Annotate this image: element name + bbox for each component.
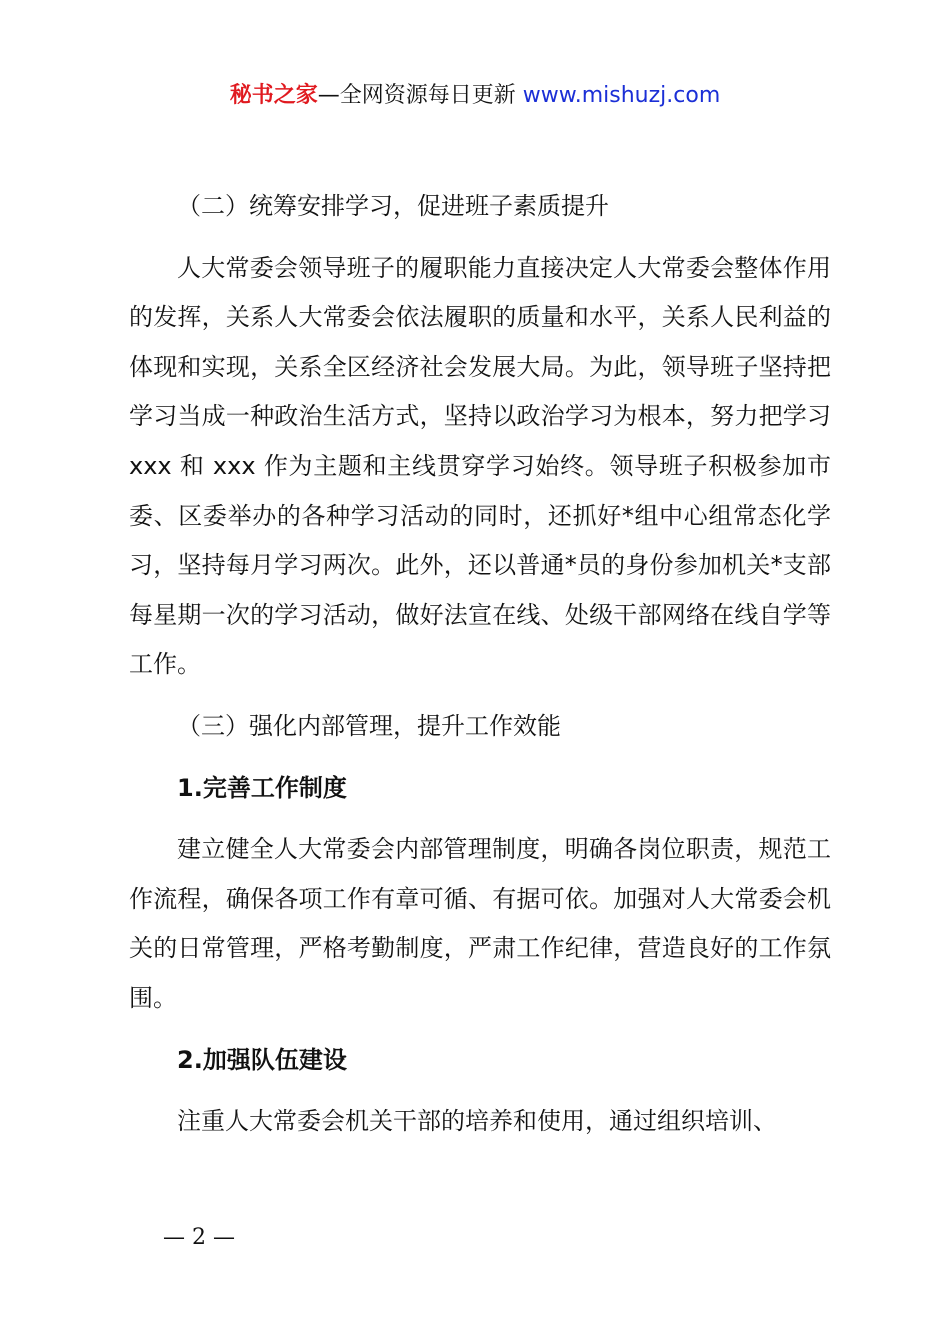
site-banner bbox=[0, 78, 950, 114]
subheading-team-building: 2.加强队伍建设 bbox=[177, 1045, 347, 1074]
paragraph-management: 建立健全人大常委会内部管理制度，明确各岗位职责，规范工作流程，确保各项工作有章可循、有据可依。加强对人大常委会机关的日常管理，严格考勤制度，严肃工作纪律，营造良好的工作氛围。 bbox=[129, 835, 831, 1012]
section-heading-2: （二）统筹安排学习，促进班子素质提升 bbox=[177, 192, 609, 220]
paragraph-study: 人大常委会领导班子的履职能力直接决定人大常委会整体作用的发挥，关系人大常委会依法履职的质量和水平，关系人民利益的体现和实现，关系全区经济社会发展大局。为此，领导班子坚持把学习当成一种政治生活方式，坚持以政治学习为根本，努力把学习 xxx 和 xxx 作为主题和主线贯穿学习始终。领导班子积极参加市委、区委举办的各种学习活动的同时，还抓好*组中心组常态化学习，坚持每月学习两次。此外，还以普通*员的身份参加机关*支部每星期一次的学习活动，做好法宣在线、处级干部网络在线自学等工作。 bbox=[129, 253, 831, 679]
site-url[interactable]: www.mishuzj.com bbox=[522, 83, 721, 108]
site-tagline: —全网资源每日更新 bbox=[317, 83, 516, 108]
section-heading-3: （三）强化内部管理，提升工作效能 bbox=[177, 711, 561, 740]
document-body bbox=[129, 182, 831, 1159]
subheading-work-system: 1.完善工作制度 bbox=[177, 773, 347, 802]
page-number: — 2 — bbox=[163, 1225, 235, 1250]
paragraph-training: 注重人大常委会机关干部的培养和使用，通过组织培训、 bbox=[177, 1107, 777, 1136]
site-brand: 秘书之家 bbox=[229, 83, 318, 108]
